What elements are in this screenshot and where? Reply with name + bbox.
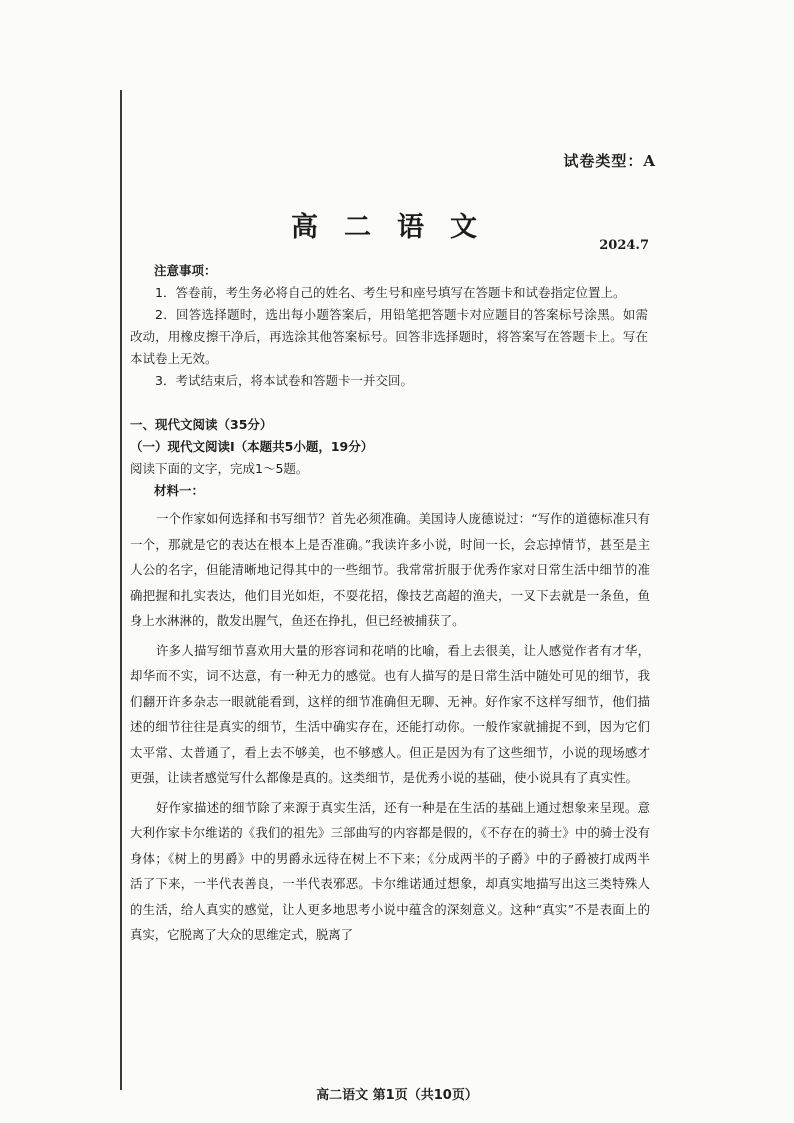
exam-date: 2024.7 xyxy=(599,238,649,253)
notice-item: 3．考试结束后，将本试卷和答题卡一并交回。 xyxy=(155,373,413,388)
passage xyxy=(130,506,650,952)
passage-paragraph: 许多人描写细节喜欢用大量的形容词和花哨的比喻，看上去很美，让人感觉作者有才华，却华而不实，词不达意，有一种无力的感觉。也有人描写的是日常生活中随处可见的细节，我们翻开许多杂志一眼就能看到，这样的细节准确但无聊、无神。好作家不这样写细节，他们描述的细节往往是真实的细节，生活中确实存在，还能打动你。一般作家就捕捉不到，因为它们太平常、太普通了，看上去不够美，也不够感人。但正是因为有了这些细节，小说的现场感才更强，让读者感觉写什么都像是真的。这类细节，是优秀小说的基础，使小说具有了真实性。 xyxy=(130,642,650,785)
notice-item: 1．答卷前，考生务必将自己的姓名、考生号和座号填写在答题卡和试卷指定位置上。 xyxy=(155,285,626,300)
section-instruction: 阅读下面的文字，完成1～5题。 xyxy=(130,461,309,476)
passage-paragraph: 好作家描述的细节除了来源于真实生活，还有一种是在生活的基础上通过想象来呈现。意大利作家卡尔维诺的《我们的祖先》三部曲写的内容都是假的，《不存在的骑士》中的骑士没有身体；《树上的男爵》中的男爵永远待在树上不下来；《分成两半的子爵》中的子爵被打成两半活了下来，一半代表善良，一半代表邪恶。卡尔维诺通过想象，却真实地描写出这三类特殊人的生活，给人真实的感觉，让人更多地思考小说中蕴含的深刻意义。这种“真实”不是表面上的真实，它脱离了大众的思维定式，脱离了 xyxy=(130,799,650,942)
section-header xyxy=(130,414,648,502)
section-heading: 一、现代文阅读（35分） xyxy=(130,417,273,432)
section-subheading: （一）现代文阅读Ⅰ（本题共5小题，19分） xyxy=(130,439,374,454)
exam-title: 高二语文 xyxy=(291,212,503,243)
notice-item: 2．回答选择题时，选出每小题答案后，用铅笔把答题卡对应题目的答案标号涂黑。如需改动，用橡皮擦干净后，再选涂其他答案标号。回答非选择题时，将答案写在答题卡上。写在本试卷上无效。 xyxy=(130,307,648,366)
material-label: 材料一： xyxy=(154,483,205,498)
passage-paragraph: 一个作家如何选择和书写细节？首先必须准确。美国诗人庞德说过：“写作的道德标准只有一个，那就是它的表达在根本上是否准确。”我读许多小说，时间一长，会忘掉情节，甚至是主人公的名字，但能清晰地记得其中的一些细节。我常常折服于优秀作家对日常生活中细节的准确把握和扎实表达，他们目光如炬，不耍花招，像技艺高超的渔夫，一叉下去就是一条鱼，鱼身上水淋淋的，散发出腥气，鱼还在挣扎，但已经被捕获了。 xyxy=(130,511,650,628)
page-footer: 高二语文 第1页（共10页） xyxy=(316,1088,478,1103)
notice-block xyxy=(130,260,648,392)
paper-type-label: 试卷类型：A xyxy=(563,152,656,170)
notice-title: 注意事项： xyxy=(154,263,217,278)
